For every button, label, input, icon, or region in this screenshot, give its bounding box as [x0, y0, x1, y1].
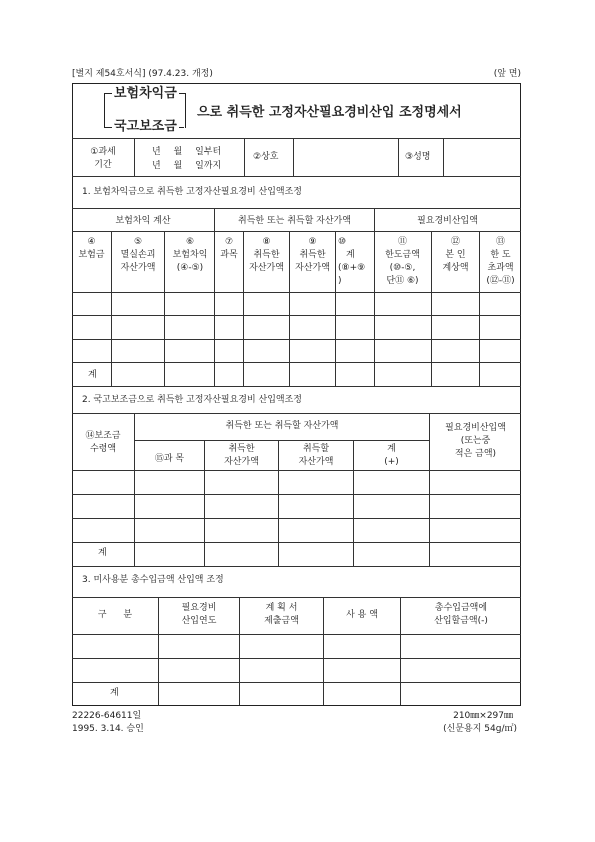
- title-insurance-gain: 보험차익금: [114, 86, 177, 101]
- s1-group-expense: 필요경비산입액: [417, 216, 478, 226]
- footer-size: 210㎜×297㎜: [453, 711, 513, 721]
- s2-total-label: 계: [98, 548, 107, 558]
- s3-col-plan-amount: 계 획 서 제출금액: [264, 603, 299, 627]
- s2-col-acquired: 취득한 자산가액: [224, 444, 259, 468]
- s2-col-total: 계 (+): [384, 444, 399, 468]
- s3-total-label: 계: [110, 688, 119, 698]
- s1-col-destroyed-asset: ⑤ 멸실손괴 자산가액: [120, 237, 156, 274]
- s2-col-to-acquire: 취득할 자산가액: [298, 444, 334, 468]
- page-side-label: (앞 면): [493, 69, 521, 79]
- period-from: 년 월 일부터: [152, 147, 222, 157]
- section1-heading: 1. 보험차익금으로 취득한 고정자산필요경비 산입액조정: [82, 187, 302, 197]
- s1-total-label: 계: [88, 370, 97, 380]
- s1-col-acquired-1: ⑧ 취득한 자산가액: [249, 237, 284, 274]
- s1-group-assets: 취득한 또는 취득할 자산가액: [238, 216, 351, 226]
- section2-heading: 2. 국고보조금으로 취득한 고정자산필요경비 산입액조정: [82, 395, 302, 405]
- s3-col-income: 총수입금액에 산입할금액(-): [434, 603, 488, 627]
- s1-col-insurance: ④ 보험금: [78, 237, 105, 261]
- s1-col-total: ⑩ 계 (⑧+⑨ ): [338, 237, 366, 287]
- section3-heading: 3. 미사용분 총수입금액 산입액 조정: [82, 575, 224, 585]
- s3-col-category: 구 분: [97, 610, 133, 620]
- s1-col-item: ⑦ 과목: [220, 237, 238, 261]
- name-label: ③성명: [405, 152, 431, 162]
- s2-group-assets: 취득한 또는 취득할 자산가액: [225, 421, 339, 431]
- s2-col-expense: 필요경비산입액 (또는중 적은 금액): [445, 423, 506, 460]
- s1-col-acquired-2: ⑨ 취득한 자산가액: [295, 237, 330, 274]
- form-number: [별지 제54호서식] (97.4.23. 개정): [72, 69, 213, 79]
- title-subsidy: 국고보조금: [114, 119, 177, 134]
- s1-col-insurance-gain: ⑥ 보험차익 (④-⑤): [172, 237, 208, 274]
- s2-col-subsidy: ⑭보조금 수령액: [85, 431, 121, 455]
- trade-name-label: ②상호: [253, 152, 279, 162]
- s3-col-year: 필요경비 산입연도: [181, 603, 217, 627]
- s1-group-insurance: 보험차익 계산: [115, 216, 171, 226]
- s1-col-limit: ⑪ 한도금액 (⑩-⑤, 단⑪ ⑥): [385, 237, 420, 287]
- footer-approval: 1995. 3.14. 승인: [72, 724, 144, 734]
- s1-col-booked: ⑫ 본 인 계상액: [442, 237, 469, 274]
- tax-period-label: ①과세 기간: [90, 147, 116, 171]
- s1-col-excess: ⑬ 한 도 초과액 (⑫-⑪): [486, 237, 515, 287]
- s2-col-item: ⑮과 목: [154, 454, 185, 464]
- page-title: 으로 취득한 고정자산필요경비산입 조정명세서: [197, 105, 462, 120]
- footer-code: 22226-64611일: [72, 711, 142, 721]
- s3-col-used: 사 용 액: [346, 610, 378, 620]
- period-to: 년 월 일까지: [152, 161, 222, 171]
- footer-paper: (신문용지 54g/㎡): [443, 724, 517, 734]
